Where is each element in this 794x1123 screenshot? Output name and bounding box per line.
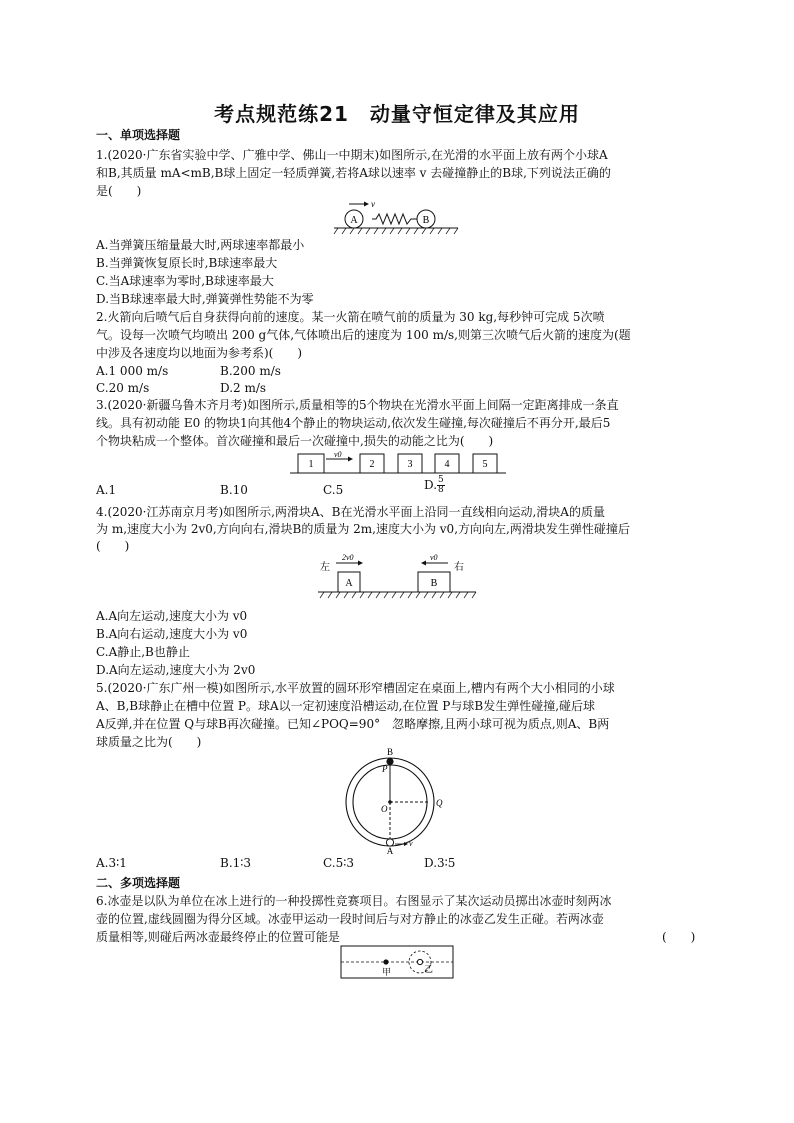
q4-figure bbox=[318, 552, 478, 604]
q3-line1: 3.(2020·新疆乌鲁木齐月考)如图所示,质量相等的5个物块在光滑水平面上间隔一定距离排成一条直 bbox=[96, 398, 619, 412]
block-2-label: 2 bbox=[369, 459, 375, 470]
q1-option-c: C.当A球速率为零时,B球速率最大 bbox=[96, 274, 274, 288]
q3-line3: 个物块粘成一个整体。首次碰撞和最后一次碰撞中,损失的动能之比为( ) bbox=[96, 434, 494, 448]
label-b: B bbox=[386, 747, 394, 757]
stone-jia bbox=[383, 959, 388, 964]
section-multi-choice: 二、多项选择题 bbox=[96, 876, 181, 890]
ball-b-label: B bbox=[422, 215, 430, 226]
q3-line2: 线。具有初动能 E0 的物块1向其他4个静止的物块运动,依次发生碰撞,每次碰撞后不再分开,最后5 bbox=[96, 416, 611, 430]
vb-label: v0 bbox=[430, 553, 438, 562]
q5-option-c: C.5∶3 bbox=[323, 856, 354, 870]
q4-line2: 为 m,速度大小为 2v0,方向向右,滑块B的质量为 2m,速度大小为 v0,方向向左,两滑块发生弹性碰撞后 bbox=[96, 522, 630, 536]
center-o bbox=[388, 800, 392, 804]
right-label: 右 bbox=[454, 562, 464, 573]
label-v: v bbox=[409, 839, 413, 848]
q5-option-b: B.1∶3 bbox=[220, 856, 252, 870]
page-title: 考点规范练21 动量守恒定律及其应用 bbox=[214, 102, 580, 126]
q2-line2: 气。设每一次喷气均喷出 200 g气体,气体喷出后的速度为 100 m/s,则第三次喷气后火箭的速度为(题 bbox=[96, 328, 631, 342]
va-label: 2v0 bbox=[342, 553, 354, 562]
block-5-label: 5 bbox=[482, 459, 488, 470]
q1-option-b: B.当弹簧恢复原长时,B球速率最大 bbox=[96, 256, 278, 270]
q2-line1: 2.火箭向后喷气后自身获得向前的速度。某一火箭在喷气前的质量为 30 kg,每秒钟可完成 5次喷 bbox=[96, 310, 605, 324]
section-single-choice: 一、单项选择题 bbox=[96, 128, 181, 142]
label-yi: 乙 bbox=[424, 964, 434, 974]
q2-option-c: C.20 m/s bbox=[96, 381, 150, 395]
q1-option-d: D.当B球速率最大时,弹簧弹性势能不为零 bbox=[96, 292, 314, 306]
q5-line3: A反弹,并在位置 Q与球B再次碰撞。已知∠POQ=90° 忽略摩擦,且两小球可视为质点,则A、B两 bbox=[96, 717, 610, 731]
q2-option-b: B.200 m/s bbox=[220, 364, 281, 378]
q1-option-a: A.当弹簧压缩量最大时,两球速率都最小 bbox=[96, 238, 305, 252]
q6-line1: 6.冰壶是以队为单位在冰上进行的一种投掷性竞赛项目。右图显示了某次运动员掷出冰壶时刻两冰 bbox=[96, 894, 612, 908]
block-a-label: A bbox=[345, 578, 353, 589]
stone-yi bbox=[417, 959, 422, 964]
v0-label: v0 bbox=[334, 450, 342, 459]
fraction-numerator: 5 bbox=[438, 475, 444, 485]
q2-line3: 中涉及各速度均以地面为参考系)( ) bbox=[96, 346, 303, 360]
spring bbox=[372, 214, 417, 224]
q6-figure bbox=[340, 944, 456, 980]
q3-option-d bbox=[424, 476, 445, 495]
q4-line3: ( ) bbox=[96, 539, 130, 553]
q4-option-d: D.A向左运动,速度大小为 2v0 bbox=[96, 663, 256, 677]
q6-line2: 壶的位置,虚线圆圈为得分区域。冰壶甲运动一段时间后与对方静止的冰壶乙发生正碰。若两冰壶 bbox=[96, 912, 604, 926]
q3-option-d-fraction bbox=[437, 476, 445, 495]
label-o: O bbox=[381, 804, 388, 814]
q2-option-a: A.1 000 m/s bbox=[96, 364, 169, 378]
label-q: Q bbox=[436, 798, 443, 808]
q3-figure bbox=[290, 450, 510, 480]
q5-line2: A、B,B球静止在槽中位置 P。球A以一定初速度沿槽运动,在位置 P与球B发生弹性碰撞,碰后球 bbox=[96, 699, 596, 713]
block-b-label: B bbox=[430, 578, 438, 589]
q4-option-a: A.A向左运动,速度大小为 v0 bbox=[96, 609, 248, 623]
q4-line1: 4.(2020·江苏南京月考)如图所示,两滑块A、B在光滑水平面上沿同一直线相向运动,滑块A的质量 bbox=[96, 505, 605, 519]
fraction-denominator: 8 bbox=[438, 485, 444, 495]
q5-figure bbox=[340, 746, 460, 854]
ball-a-label: A bbox=[350, 215, 358, 226]
q5-option-d: D.3∶5 bbox=[424, 856, 456, 870]
label-a: A bbox=[386, 846, 394, 856]
q1-line3: 是( ) bbox=[96, 184, 142, 198]
q1-figure bbox=[334, 198, 464, 240]
label-jia: 甲 bbox=[382, 967, 392, 977]
q6-line3: 质量相等,则碰后两冰壶最终停止的位置可能是 bbox=[96, 930, 340, 944]
block-3-label: 3 bbox=[407, 459, 413, 470]
q4-option-c: C.A静止,B也静止 bbox=[96, 645, 190, 659]
q5-option-a: A.3∶1 bbox=[96, 856, 127, 870]
q5-line4: 球质量之比为( ) bbox=[96, 735, 202, 749]
q5-line1: 5.(2020·广东广州一模)如图所示,水平放置的圆环形窄槽固定在桌面上,槽内有两个大小相同的小球 bbox=[96, 681, 615, 695]
q2-option-d: D.2 m/s bbox=[220, 381, 267, 395]
q3-option-a: A.1 bbox=[96, 483, 117, 497]
q3-option-d-prefix: D. bbox=[424, 478, 438, 492]
label-p: P bbox=[382, 764, 388, 774]
left-label: 左 bbox=[320, 562, 330, 573]
block-4-label: 4 bbox=[444, 459, 450, 470]
q1-line1: 1.(2020·广东省实验中学、广雅中学、佛山一中期末)如图所示,在光滑的水平面上放有两个小球A bbox=[96, 148, 608, 162]
q3-option-c: C.5 bbox=[323, 483, 344, 497]
q4-option-b: B.A向右运动,速度大小为 v0 bbox=[96, 627, 248, 641]
q1-line2: 和B,其质量 mA<mB,B球上固定一轻质弹簧,若将A球以速率 v 去碰撞静止的B球,下列说法正确的 bbox=[96, 166, 611, 180]
block-1-label: 1 bbox=[308, 459, 314, 470]
velocity-label: v bbox=[371, 199, 375, 209]
q6-answer-paren: ( ) bbox=[662, 930, 696, 944]
q3-option-b: B.10 bbox=[220, 483, 248, 497]
